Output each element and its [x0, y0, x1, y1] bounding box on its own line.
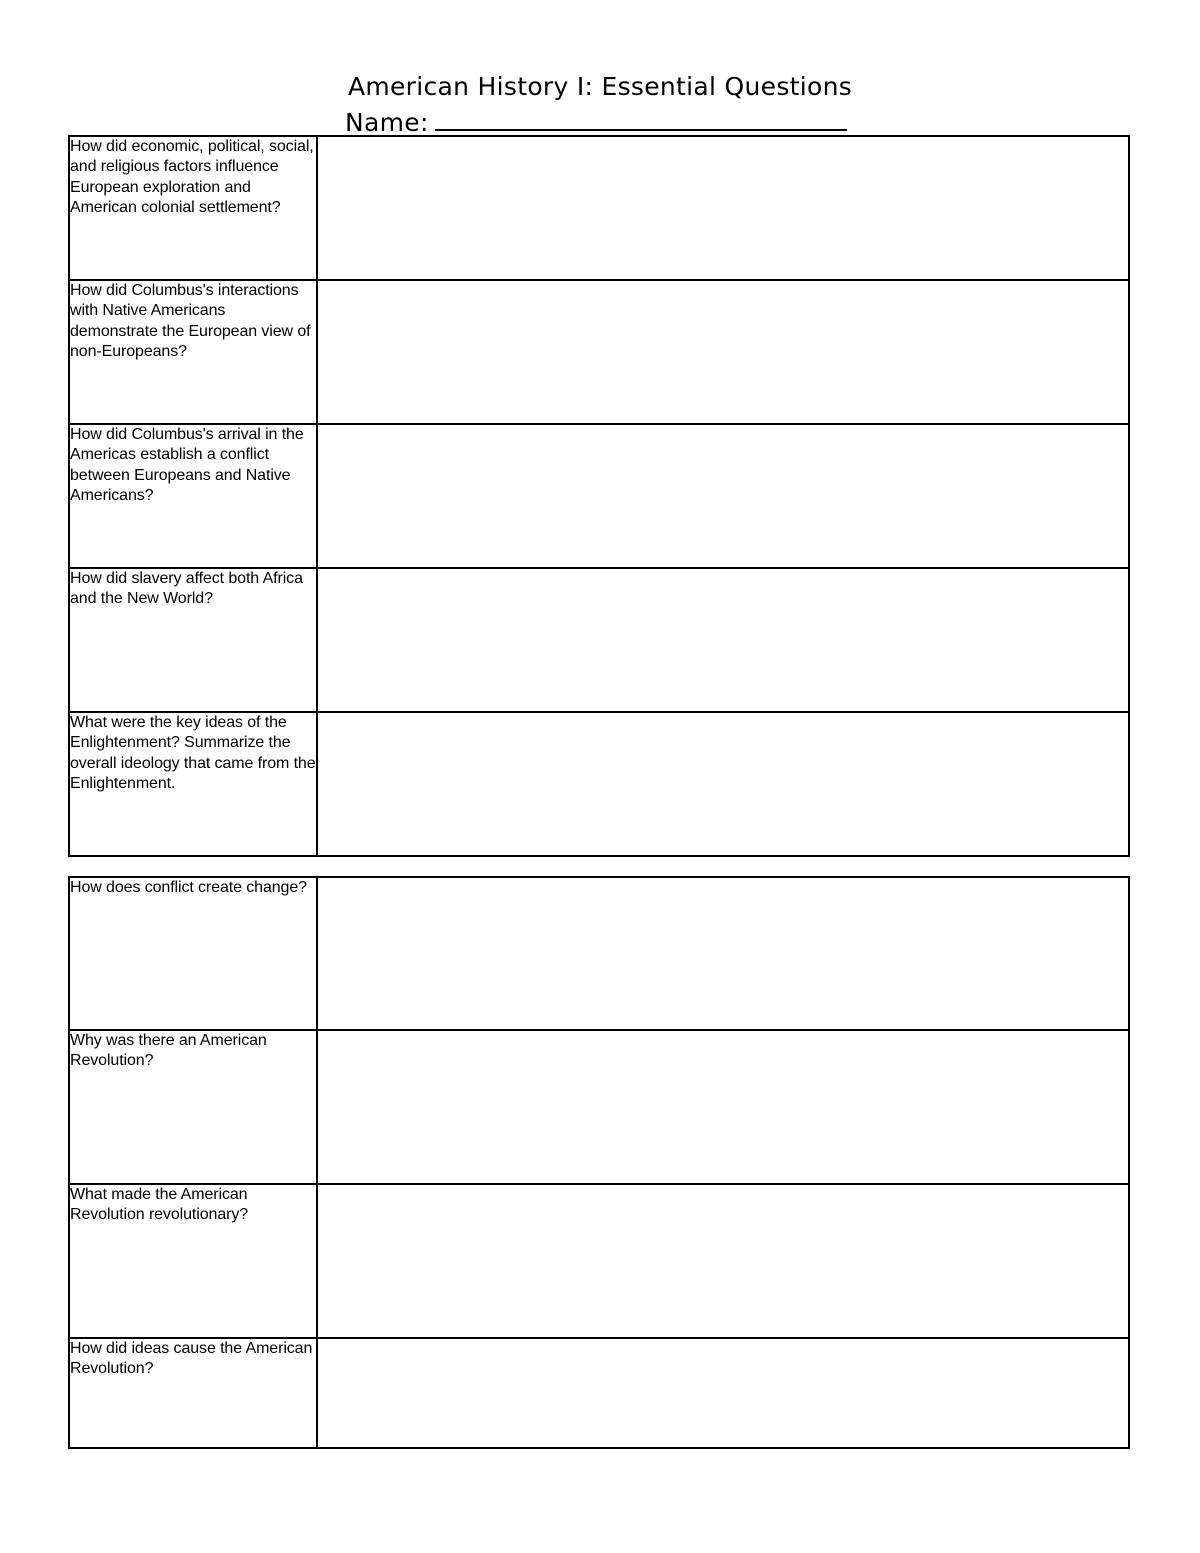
questions-table-1	[68, 135, 1130, 857]
answer-cell[interactable]	[317, 280, 1129, 424]
table-row	[69, 712, 1129, 856]
answer-cell[interactable]	[317, 1184, 1129, 1338]
name-label: Name:	[345, 108, 429, 137]
table-row	[69, 877, 1129, 1030]
answer-cell[interactable]	[317, 136, 1129, 280]
question-cell: Why was there an American Revolution?	[69, 1030, 317, 1184]
question-cell: How does conflict create change?	[69, 877, 317, 1030]
question-cell: How did Columbus's interactions with Native Americans demonstrate the European view of non-Europeans?	[69, 280, 317, 424]
table-row	[69, 1184, 1129, 1338]
answer-cell[interactable]	[317, 568, 1129, 712]
questions-table-2	[68, 876, 1130, 1449]
answer-cell[interactable]	[317, 1030, 1129, 1184]
table-row	[69, 136, 1129, 280]
table-row	[69, 1030, 1129, 1184]
question-cell: How did ideas cause the American Revolution?	[69, 1338, 317, 1448]
answer-cell[interactable]	[317, 877, 1129, 1030]
answer-cell[interactable]	[317, 1338, 1129, 1448]
question-cell: What were the key ideas of the Enlightenment? Summarize the overall ideology that came from the Enlightenment.	[69, 712, 317, 856]
name-blank-field[interactable]	[435, 103, 847, 131]
question-cell: How did slavery affect both Africa and the New World?	[69, 568, 317, 712]
table-row	[69, 1338, 1129, 1448]
question-cell: How did Columbus's arrival in the Americas establish a conflict between Europeans and Native Americans?	[69, 424, 317, 568]
table-row	[69, 280, 1129, 424]
answer-cell[interactable]	[317, 712, 1129, 856]
answer-cell[interactable]	[317, 424, 1129, 568]
question-cell: How did economic, political, social, and religious factors influence European exploration and American colonial settlement?	[69, 136, 317, 280]
question-cell: What made the American Revolution revolutionary?	[69, 1184, 317, 1338]
page-title: American History I: Essential Questions	[347, 72, 853, 101]
table-row	[69, 568, 1129, 712]
table-row	[69, 424, 1129, 568]
